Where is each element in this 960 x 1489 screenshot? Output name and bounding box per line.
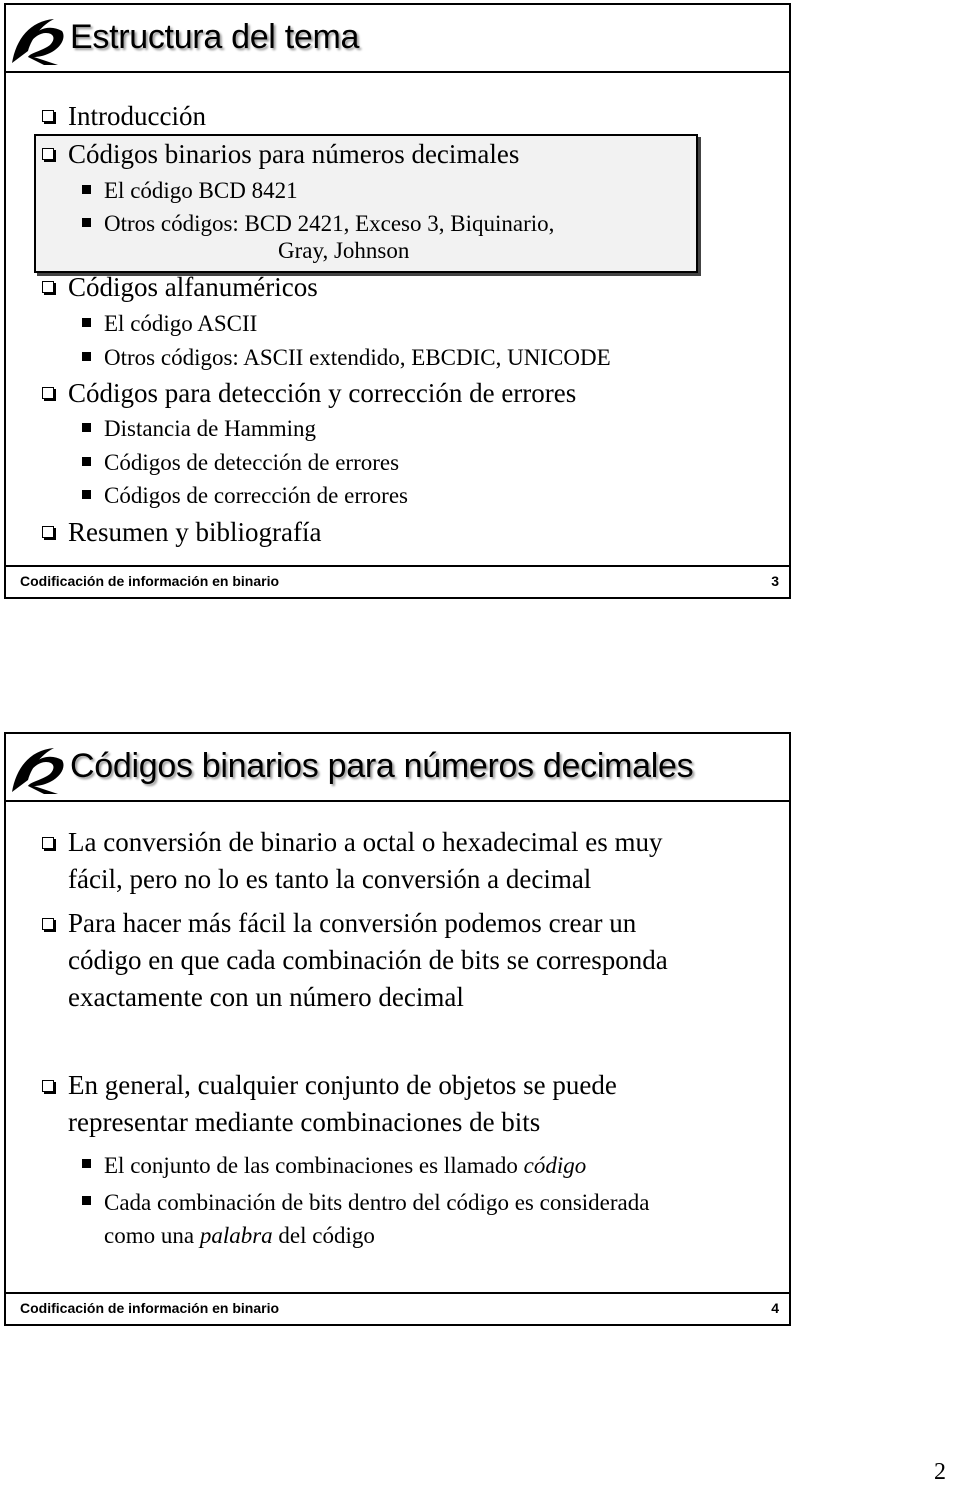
slide-title: Códigos binarios para números decimales: [70, 747, 694, 785]
paragraph: Para hacer más fácil la conversión podemos crear un código en que cada combinación de bits se corresponda exactamente con un número decimal: [68, 905, 668, 1016]
list-item: Códigos alfanuméricos: [68, 272, 318, 303]
slide-number: 3: [771, 573, 779, 589]
square-bullet-icon: [82, 185, 91, 194]
slide-estructura-del-tema: [4, 3, 791, 599]
sub-list-item: Otros códigos: ASCII extendido, EBCDIC, UNICODE: [104, 345, 611, 371]
sub-list-item-continuation: Gray, Johnson: [278, 238, 410, 263]
checkbox-bullet-icon: [42, 918, 54, 930]
square-bullet-icon: [82, 457, 91, 466]
square-bullet-icon: [82, 423, 91, 432]
list-item: Introducción: [68, 101, 206, 132]
square-bullet-icon: [82, 218, 91, 227]
sub-list-item: Códigos de corrección de errores: [104, 483, 408, 509]
checkbox-bullet-icon: [42, 387, 54, 399]
checkbox-bullet-icon: [42, 526, 54, 538]
paragraph: En general, cualquier conjunto de objetos se puede representar mediante combinaciones de bits: [68, 1067, 617, 1141]
checkbox-bullet-icon: [42, 1080, 54, 1092]
footer-text: Codificación de información en binario: [20, 573, 280, 589]
checkbox-bullet-icon: [42, 837, 54, 849]
slide-title-bar: [6, 734, 789, 802]
sub-list-item: El código ASCII: [104, 311, 257, 337]
university-logo-icon: [8, 742, 68, 798]
checkbox-bullet-icon: [42, 281, 54, 293]
sub-paragraph: Cada combinación de bits dentro del código es considerada como una palabra del código: [104, 1186, 649, 1252]
slide-number: 4: [771, 1300, 779, 1316]
list-item: Resumen y bibliografía: [68, 517, 321, 548]
list-item: Códigos para detección y corrección de errores: [68, 378, 576, 409]
checkbox-bullet-icon: [42, 110, 54, 122]
university-logo-icon: [8, 13, 68, 69]
paragraph: La conversión de binario a octal o hexadecimal es muy fácil, pero no lo es tanto la conversión a decimal: [68, 824, 663, 898]
square-bullet-icon: [82, 352, 91, 361]
square-bullet-icon: [82, 1196, 91, 1205]
square-bullet-icon: [82, 1159, 91, 1168]
sub-list-item: Códigos de detección de errores: [104, 450, 399, 476]
sub-list-item: Distancia de Hamming: [104, 416, 316, 442]
sub-list-item: Otros códigos: BCD 2421, Exceso 3, Biquinario,: [104, 211, 554, 237]
sub-list-item: El código BCD 8421: [104, 178, 298, 204]
list-item: Códigos binarios para números decimales: [68, 139, 519, 170]
slide-title: Estructura del tema: [70, 18, 360, 56]
square-bullet-icon: [82, 318, 91, 327]
checkbox-bullet-icon: [42, 148, 54, 160]
page-number: 2: [934, 1459, 946, 1485]
slide-codigos-binarios: [4, 732, 791, 1326]
slide-title-bar: [6, 5, 789, 73]
sub-paragraph: El conjunto de las combinaciones es llamado código: [104, 1149, 586, 1182]
footer-text: Codificación de información en binario: [20, 1300, 280, 1316]
square-bullet-icon: [82, 490, 91, 499]
slide-footer: [6, 1292, 789, 1324]
slide-footer: [6, 565, 789, 597]
